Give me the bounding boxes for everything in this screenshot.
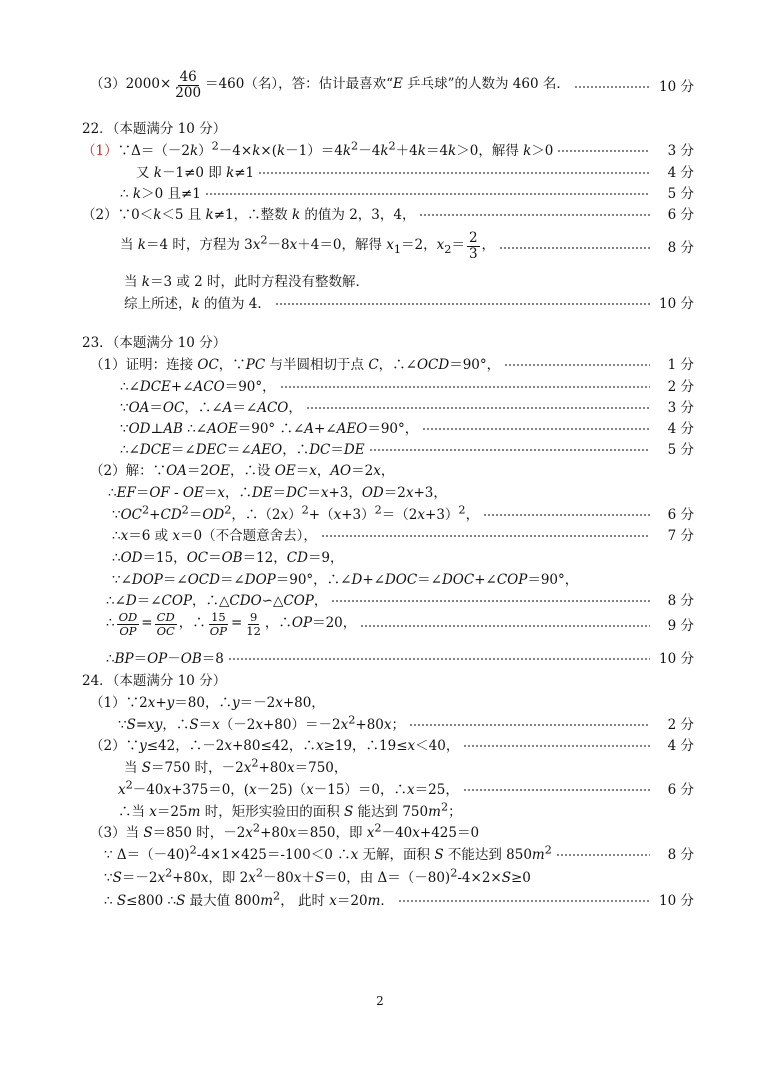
line-text: ∴ S≤800 ∴S 最大值 $800m^2$， 此时 x＝20m． (104, 889, 394, 909)
solution-line (0, 502, 760, 524)
line-text: ∵OA＝OC，∴∠A＝∠ACO， (120, 400, 302, 416)
line-text: 22．（本题满分 10 分） (82, 121, 227, 137)
dot-leader (499, 247, 650, 249)
score-label: 6 分 (667, 507, 694, 523)
line-text: （2）∵0＜k＜5 且 k≠1，∴整数 k 的值为 2，3，4， (82, 207, 416, 223)
solution-line (0, 733, 760, 755)
line-text: ∵OD⊥AB ∴∠AOE＝90° ∴∠A+∠AEO＝90°， (120, 421, 419, 437)
solution-line (0, 352, 760, 374)
solution-line (0, 269, 760, 291)
solution-line (0, 480, 760, 502)
line-text: （3）2000× $\frac{46}{200}$ ＝460（名），答：估计最喜欢“E 乒乓球”的人数为 460 名． (90, 69, 570, 101)
line-text: （2）∵y≤42，∴－2x+80≤42，∴x≥19，∴19≤x＜40， (90, 738, 460, 754)
line-text: （1）∵2x+y＝80，∴y＝－2x+80， (90, 695, 325, 711)
score-label: 6 分 (667, 207, 694, 223)
dot-leader (483, 514, 650, 516)
line-text: ∴x＝6 或 x＝0（不合题意舍去）， (112, 528, 317, 544)
dot-leader (463, 745, 650, 747)
solution-line (0, 777, 760, 799)
score-label: 4 分 (667, 421, 694, 437)
solution-line (0, 523, 760, 545)
dot-leader (574, 86, 650, 88)
solution-line (0, 610, 760, 638)
solution-line (0, 291, 760, 313)
line-text: 当 k＝3 或 2 时，此时方程没有整数解． (124, 274, 370, 290)
score-label: 8 分 (667, 593, 694, 609)
solution-line (0, 755, 760, 777)
dot-leader (463, 789, 650, 791)
line-text: ∴当 x＝25m 时，矩形实验田的面积 S 能达到 $750m^2$； (118, 800, 462, 820)
line-text: （1）证明：连接 OC，∵PC 与半圆相切于点 C，∴∠OCD＝90°， (90, 357, 501, 373)
solution-line (0, 395, 760, 417)
solution-line (0, 888, 760, 910)
dot-leader (557, 150, 650, 152)
dot-leader (205, 193, 650, 195)
solution-line (0, 116, 760, 138)
solution-line (0, 567, 760, 589)
solution-line (0, 668, 760, 690)
dot-leader (331, 600, 650, 602)
line-text: ∵S=xy，$\therefore S=x(-2x+80)=-2x^2+80x$； (118, 713, 406, 733)
line-text: $(1)\because\Delta=(-2k)^2-4\times k\times(k-1)=4k^2-4k^2+4k=4k>0$，解得 k＞0 (82, 139, 554, 159)
line-text: $\because OC^2+CD^2=OD^2$，$\therefore(2x)^2+(x+3)^2=(2x+3)^2$， (112, 503, 480, 523)
line-text: （2）解：∵OA＝2OE，∴设 OE＝x，AO＝2x， (90, 463, 395, 479)
line-text: ∵∠DOP＝∠OCD＝∠DOP＝90°，∴∠D+∠DOC＝∠DOC+∠COP＝90°， (112, 572, 579, 588)
line-text: $\because S=-2x^2+80x$，即 $2x^2-80x+S=0$，由 Δ＝（－80)$^2$-4×2×S≥0 (104, 866, 531, 886)
line-text: 当 k＝4 时，方程为 $3x^2-8x+4=0$，解得 $x_1=2$，$x_2=$ $\frac{2}{3}$ ， (120, 230, 496, 262)
line-text: （3）当 S＝850 时，$-2x^2+80x=850$，即 $x^2-40x+425=0$ (90, 821, 480, 841)
solution-line (0, 160, 760, 182)
score-label: 4 分 (667, 165, 694, 181)
page-number: 2 (376, 994, 384, 1008)
dot-leader (419, 214, 650, 216)
dot-leader (369, 449, 650, 451)
score-label: 10 分 (659, 296, 694, 312)
score-label: 1 分 (667, 357, 694, 373)
solution-line (0, 588, 760, 610)
dot-leader (275, 303, 650, 305)
solution-line (0, 799, 760, 821)
dot-leader (422, 428, 650, 430)
line-text: 又 k－1≠0 即 k≠1 (136, 165, 255, 181)
solution-line (0, 374, 760, 396)
solution-line (0, 865, 760, 887)
line-text: ∴EF＝OF - OE＝x，∴DE＝DC＝x+3，OD＝2x+3， (108, 485, 447, 501)
score-label: 10 分 (659, 893, 694, 909)
solution-line (0, 712, 760, 734)
solution-line (0, 437, 760, 459)
line-text: 综上所述，k 的值为 4． (124, 296, 271, 312)
score-label: 7 分 (667, 528, 694, 544)
solution-line (0, 458, 760, 480)
line-text: 24．（本题满分 10 分） (82, 673, 227, 689)
line-text: $x^2-40x+375=0$，(x－25)（x－15）＝0，∴x＝25， (118, 778, 459, 798)
solution-line (0, 230, 760, 262)
dot-leader (398, 900, 650, 902)
dot-leader (228, 658, 650, 660)
solution-line (0, 202, 760, 224)
line-text: ∴ k＞0 且≠1 (120, 186, 201, 202)
score-label: 4 分 (667, 738, 694, 754)
dot-leader (321, 535, 650, 537)
score-label: 6 分 (667, 782, 694, 798)
line-text: ∴BP＝OP－OB＝8 (106, 651, 224, 667)
line-text: ∵ Δ＝（－40)$^2$-4×1×425＝-100＜0 ∴x 无解，面积 S 不能达到 $850m^2$ (104, 843, 552, 863)
score-label: 5 分 (667, 186, 694, 202)
solution-line (0, 690, 760, 712)
solution-line (0, 69, 760, 101)
dot-leader (258, 172, 650, 174)
score-label: 8 分 (667, 240, 694, 256)
score-label: 3 分 (667, 143, 694, 159)
line-text: ∴ $\frac{OD}{OP}$ = $\frac{CD}{OC}$ ，∴ $\frac{15}{OP}$ = $\frac{9}{12}$ ，∴OP＝20， (106, 610, 357, 638)
dot-leader (409, 724, 650, 726)
dot-leader (280, 386, 650, 388)
line-text: ∴∠D＝∠COP，∴△CDO∽△COP， (106, 593, 328, 609)
dot-leader (504, 364, 650, 366)
solution-line (0, 330, 760, 352)
line-text: ∴∠DCE＝∠DEC＝∠AEO，∴DC＝DE (120, 442, 365, 458)
solution-line (0, 138, 760, 160)
score-label: 9 分 (667, 618, 694, 634)
line-text: 当 S＝750 时，$-2x^2+80x=750$， (124, 756, 348, 776)
dot-leader (306, 407, 650, 409)
solution-line (0, 545, 760, 567)
score-label: 8 分 (667, 847, 694, 863)
solution-line (0, 416, 760, 438)
score-label: 5 分 (667, 442, 694, 458)
dot-leader (556, 854, 650, 856)
line-text: ∴OD＝15，OC＝OB＝12，CD＝9， (112, 550, 344, 566)
score-label: 10 分 (659, 79, 694, 95)
score-label: 3 分 (667, 400, 694, 416)
dot-leader (360, 625, 650, 627)
line-text: ∴∠DCE+∠ACO＝90°， (120, 379, 276, 395)
score-label: 2 分 (667, 379, 694, 395)
line-text: 23．（本题满分 10 分） (82, 335, 227, 351)
score-label: 2 分 (667, 717, 694, 733)
solution-line (0, 820, 760, 842)
solution-line (0, 646, 760, 668)
solution-line (0, 181, 760, 203)
score-label: 10 分 (659, 651, 694, 667)
solution-line (0, 842, 760, 864)
